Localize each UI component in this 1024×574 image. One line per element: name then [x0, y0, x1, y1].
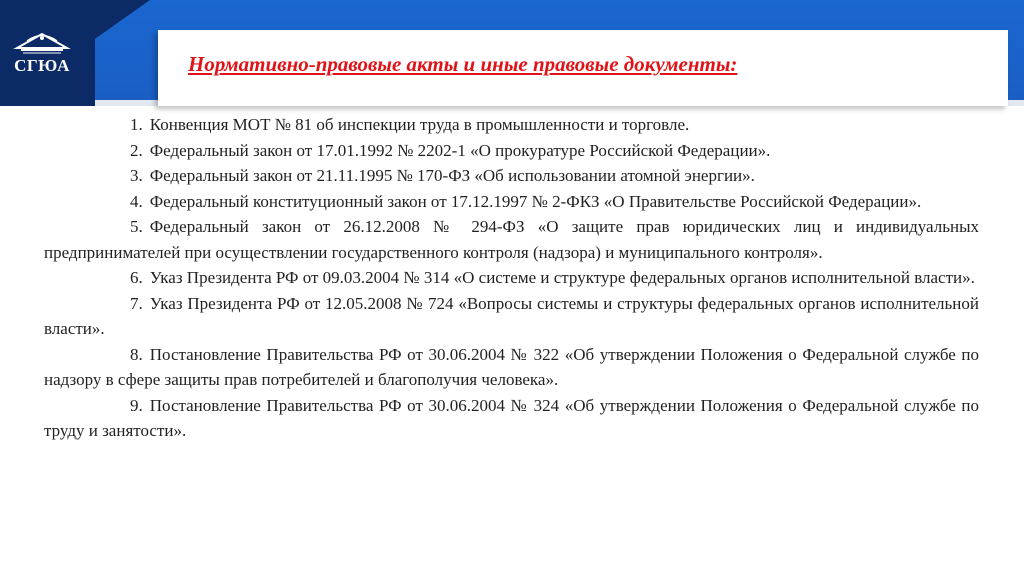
item-text: Постановление Правительства РФ от 30.06.2004 № 322 «Об утверждении Положения о Федеральной службе по надзору в сфере защиты прав потребителей и благополучия человека». [44, 344, 979, 389]
list-item [44, 214, 979, 265]
list-item [44, 138, 979, 164]
list-item [44, 291, 979, 342]
item-text: Федеральный закон от 17.01.1992 № 2202-1 «О прокуратуре Российской Федерации». [149, 140, 771, 160]
item-number: 7. [130, 293, 143, 313]
list-item [44, 163, 979, 189]
item-number: 9. [130, 395, 143, 415]
item-text: Конвенция МОТ № 81 об инспекции труда в промышленности и торговле. [149, 115, 690, 134]
item-text: Указ Президента РФ от 12.05.2008 № 724 «Вопросы системы и структуры федеральных органов исполнительной власти». [44, 293, 979, 338]
logo-text: СГЮА [14, 56, 70, 75]
page-title: Нормативно-правовые акты и иные правовые документы: [188, 52, 738, 76]
item-number: 1. [130, 115, 143, 134]
item-number: 6. [130, 268, 143, 287]
item-text: Федеральный закон от 26.12.2008 № 294-ФЗ «О защите прав юридических лиц и индивидуальных предпринимателей при осуществлении государственного контроля (надзора) и муниципального контроля». [44, 217, 979, 262]
item-number: 5. [130, 217, 143, 236]
item-number: 2. [130, 140, 143, 160]
item-text: Федеральный закон от 21.11.1995 № 170-ФЗ «Об использовании атомной энергии». [149, 166, 755, 185]
university-logo [9, 26, 75, 86]
list-item [44, 342, 979, 393]
title-box [158, 30, 1008, 106]
building-emblem-icon [9, 26, 75, 56]
list-item [44, 265, 979, 291]
document-list [44, 112, 979, 444]
list-item [44, 189, 979, 215]
item-text: Указ Президента РФ от 09.03.2004 № 314 «О системе и структуре федеральных органов исполнительной власти». [149, 268, 975, 287]
list-item [44, 393, 979, 444]
list-item [44, 112, 979, 138]
item-number: 3. [130, 166, 143, 185]
item-number: 4. [130, 191, 143, 211]
item-text: Постановление Правительства РФ от 30.06.2004 № 324 «Об утверждении Положения о Федеральной службе по труду и занятости». [44, 395, 979, 440]
item-number: 8. [130, 344, 143, 364]
item-text: Федеральный конституционный закон от 17.12.1997 № 2-ФКЗ «О Правительстве Российской Федерации». [149, 191, 922, 211]
